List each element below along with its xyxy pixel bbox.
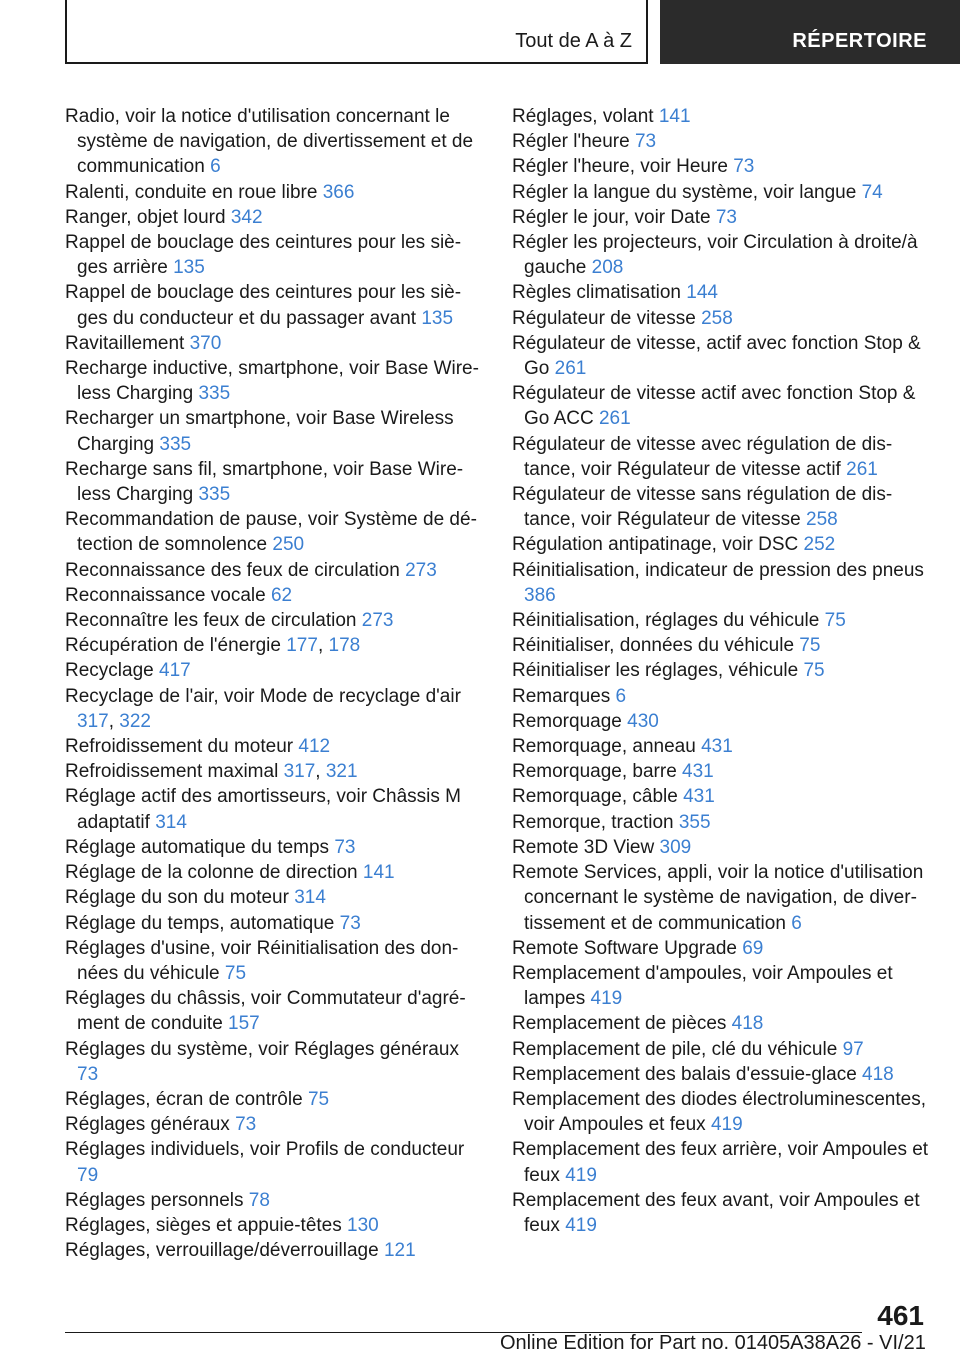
index-entry <box>512 129 932 154</box>
index-entry <box>65 1213 485 1238</box>
index-entry-text: Régler les projecteurs, voir Circulation à droite/à gauche <box>512 232 918 279</box>
index-entry <box>65 180 485 205</box>
index-entry-text: Remorquage, barre <box>512 761 677 783</box>
index-entry <box>65 1037 485 1087</box>
index-entry-text: Remplacement des feux arrière, voir Ampoules et feux <box>512 1139 929 1186</box>
index-entry <box>65 280 485 330</box>
page-link[interactable]: 419 <box>710 1114 743 1136</box>
index-entry <box>65 457 485 507</box>
index-entry-text: Ravitaillement <box>65 332 185 354</box>
index-entry-text: Réglages d'usine, voir Réinitialisation des données du véhicule <box>65 937 459 984</box>
index-entry-text: Remplacement des diodes électroluminescentes, voir Ampoules et feux <box>512 1088 926 1136</box>
index-entry <box>65 784 485 834</box>
page-link[interactable]: 78 <box>248 1189 270 1211</box>
index-entry <box>512 381 932 431</box>
index-entry-text: Radio, voir la notice d'utilisation concernant le système de navigation, de divertissement et de communication <box>65 106 474 178</box>
index-entry <box>512 936 932 961</box>
index-entry-text: Recharge inductive, smartphone, voir Base Wireless Charging <box>65 358 479 405</box>
index-entry <box>65 558 485 583</box>
chapter-tab[interactable] <box>660 0 960 64</box>
index-entry <box>512 658 932 683</box>
index-entry-text: Réglages du système, voir Réglages généraux <box>65 1038 459 1060</box>
index-entry-text: Régulation antipatinage, voir DSC <box>512 534 799 556</box>
page-link[interactable]: 130 <box>347 1214 379 1236</box>
index-entry <box>65 230 485 280</box>
index-entry-text: Réinitialisation, indicateur de pression des pneus <box>512 559 924 581</box>
page-link[interactable]: 355 <box>678 811 711 833</box>
index-entry-text: Remplacement de pièces <box>512 1013 727 1035</box>
index-entry <box>512 633 932 658</box>
index-entry <box>512 230 932 280</box>
index-entry <box>512 154 932 179</box>
index-column-right <box>512 104 932 1238</box>
index-entry-text: Réglages, verrouillage/déverrouillage <box>65 1240 379 1262</box>
index-entry <box>65 1188 485 1213</box>
page-link[interactable]: 79 <box>77 1164 99 1186</box>
page-link[interactable]: 258 <box>701 307 733 329</box>
page-link[interactable]: 73 <box>733 156 755 178</box>
index-entry <box>512 104 932 129</box>
page-link[interactable]: 417 <box>159 660 191 682</box>
index-entry-text: Recharge sans fil, smartphone, voir Base Wireless Charging <box>65 458 464 506</box>
index-entry-text: Remote Services, appli, voir la notice d'utilisation concernant le système de navigation, de divertissement et de communication <box>512 862 924 934</box>
page-link[interactable]: 73 <box>339 912 361 934</box>
page-link[interactable]: 62 <box>270 584 293 606</box>
index-entry <box>65 104 485 180</box>
page-link[interactable]: 431 <box>683 786 715 808</box>
index-entry <box>65 860 485 885</box>
index-entry-text: Réglages, volant <box>512 106 654 127</box>
index-entry-text: Remorquage, anneau <box>512 736 696 758</box>
page-link[interactable]: 317 <box>77 710 109 732</box>
page-link[interactable]: 261 <box>554 358 587 380</box>
page-link[interactable]: 69 <box>742 937 764 959</box>
page-link[interactable]: 419 <box>565 1214 597 1236</box>
page-link[interactable]: 178 <box>328 635 361 657</box>
page-link[interactable]: 75 <box>824 610 846 632</box>
index-entry <box>512 432 932 482</box>
page-link[interactable]: 73 <box>235 1114 257 1136</box>
index-entry <box>512 835 932 860</box>
index-entry <box>512 709 932 734</box>
page-link[interactable]: 73 <box>634 131 657 153</box>
index-entry-text: Réinitialiser, données du véhicule <box>512 635 795 657</box>
index-entry <box>65 835 485 860</box>
page-link[interactable]: 75 <box>803 660 825 682</box>
section-tab[interactable] <box>65 0 648 64</box>
index-entry: Recyclage de l'air, voir Mode de recyclage d'air 317, 322 <box>65 685 461 732</box>
index-entry <box>512 280 932 305</box>
index-entry-text: Réglages, sièges et appuie-têtes <box>65 1214 342 1236</box>
page-link[interactable]: 208 <box>591 257 624 279</box>
page-link[interactable]: 431 <box>701 736 733 758</box>
index-entry <box>512 1062 932 1087</box>
page-link[interactable]: 335 <box>198 484 231 506</box>
index-entry-text: Recyclage <box>65 660 154 682</box>
page-link[interactable]: 370 <box>189 332 222 354</box>
index-entry-text: Réglage automatique du temps <box>65 836 330 858</box>
index-entry <box>512 306 932 331</box>
index-entry <box>512 180 932 205</box>
index-entry-text: Remplacement des balais d'essuie-glace <box>512 1063 857 1085</box>
index-entry <box>512 482 932 532</box>
index-entry <box>65 734 485 759</box>
page-link[interactable]: 74 <box>861 181 883 203</box>
index-entry-text: Réglage du temps, automatique <box>65 912 335 934</box>
index-entry-text: Régulateur de vitesse sans régulation de distance, voir Régulateur de vitesse <box>512 484 893 531</box>
page-link[interactable]: 250 <box>272 534 305 556</box>
page-link[interactable]: 258 <box>806 509 838 531</box>
page-link[interactable]: 144 <box>686 282 718 304</box>
index-entry-text: Récupération de l'énergie <box>65 635 281 657</box>
index-entry <box>65 205 485 230</box>
index-entry-text: Rappel de bouclage des ceintures pour les sièges du conducteur et du passager avant <box>65 282 462 329</box>
index-entry <box>512 532 932 557</box>
page-link[interactable]: 317 <box>283 761 316 783</box>
page-link[interactable]: 430 <box>627 710 659 732</box>
index-entry <box>65 936 485 986</box>
index-entry-text: Reconnaissance des feux de circulation <box>65 559 400 581</box>
page-link[interactable]: 418 <box>731 1013 764 1035</box>
page-link[interactable]: 252 <box>803 534 836 556</box>
index-entry-text: Régulateur de vitesse actif avec fonction Stop & Go ACC <box>512 383 916 430</box>
index-entry-text: Recyclage de l'air, voir Mode de recyclage d'air <box>65 685 461 707</box>
index-entry-text: Régler la langue du système, voir langue <box>512 181 857 203</box>
index-entry <box>65 406 485 456</box>
page-link[interactable]: 273 <box>361 610 394 632</box>
page-link[interactable]: 412 <box>298 736 331 758</box>
page-link[interactable]: 73 <box>334 836 356 858</box>
page-link[interactable]: 6 <box>615 685 627 707</box>
page-link[interactable]: 157 <box>228 1013 260 1035</box>
index-entry <box>512 860 932 936</box>
page-link[interactable]: 322 <box>119 710 151 732</box>
page-link[interactable]: 135 <box>173 257 205 279</box>
page-number: 461 <box>877 1300 924 1331</box>
index-entry <box>512 810 932 835</box>
index-entry <box>512 331 932 381</box>
index-entry <box>512 759 932 784</box>
page-link[interactable]: 6 <box>791 912 802 934</box>
index-entry <box>65 583 485 608</box>
index-entry-text: Remplacement de pile, clé du véhicule <box>512 1038 838 1060</box>
index-entry-text: Réglage du son du moteur <box>65 887 289 909</box>
index-entry-text: Rappel de bouclage des ceintures pour les sièges arrière <box>65 232 462 279</box>
index-entry-text: Recommandation de pause, voir Système de détection de somnolence <box>65 509 477 556</box>
index-entry <box>512 961 932 1011</box>
index-entry-text: Régulateur de vitesse avec régulation de distance, voir Régulateur de vitesse actif <box>512 433 893 480</box>
index-entry-text: Réglages, écran de contrôle <box>65 1088 303 1110</box>
index-entry <box>65 658 485 683</box>
index-entry-text: Régler l'heure <box>512 131 630 153</box>
page-link[interactable]: 418 <box>862 1063 894 1085</box>
index-entry-text: Reconnaissance vocale <box>65 584 266 606</box>
page-link[interactable]: 141 <box>658 106 691 127</box>
page-link[interactable]: 75 <box>799 635 821 657</box>
index-entry <box>512 784 932 809</box>
index-entry-text: Réglages personnels <box>65 1189 244 1211</box>
index-entry: Récupération de l'énergie 177, 178 <box>65 635 361 657</box>
index-entry-text: Remplacement des feux avant, voir Ampoules et feux <box>512 1189 920 1236</box>
index-entry <box>512 1188 932 1238</box>
page-link[interactable]: 141 <box>362 862 395 884</box>
page-link[interactable]: 73 <box>715 206 737 228</box>
index-entry <box>65 608 485 633</box>
index-entry-text: Réinitialisation, réglages du véhicule <box>512 610 820 632</box>
index-entry-text: Régler le jour, voir Date <box>512 206 711 228</box>
index-entry <box>512 608 932 633</box>
page-link[interactable]: 6 <box>210 156 221 178</box>
index-entry-text: Remorquage <box>512 710 622 732</box>
index-entry-text: Régulateur de vitesse, actif avec fonction Stop & Go <box>512 332 921 380</box>
index-entry-text: Reconnaître les feux de circulation <box>65 610 357 632</box>
index-entry-text: Réglages individuels, voir Profils de conducteur <box>65 1139 465 1161</box>
page-link[interactable]: 273 <box>405 559 437 581</box>
index-entry-text: Recharger un smartphone, voir Base Wireless Charging <box>65 408 454 455</box>
index-entry-text: Remorquage, câble <box>512 786 678 808</box>
index-entry <box>65 986 485 1036</box>
page-link[interactable]: 366 <box>322 181 355 203</box>
page-link[interactable]: 121 <box>383 1240 416 1262</box>
index-entry-text: Régler l'heure, voir Heure <box>512 156 728 178</box>
index-entry: Refroidissement maximal 317, 321 <box>65 761 358 783</box>
page-link[interactable]: 177 <box>286 635 318 657</box>
index-entry-text: Remplacement d'ampoules, voir Ampoules et lampes <box>512 962 893 1010</box>
page-link[interactable]: 386 <box>524 584 556 606</box>
index-entry-text: Réglages du châssis, voir Commutateur d'agrément de conduite <box>65 988 466 1035</box>
index-entry <box>65 1238 485 1263</box>
index-column-left <box>65 104 485 1263</box>
page-link[interactable]: 261 <box>598 408 631 430</box>
page-link[interactable]: 314 <box>155 811 187 833</box>
index-entry <box>512 1011 932 1036</box>
index-entry <box>65 885 485 910</box>
index-entry-text: Remarques <box>512 685 611 707</box>
page-link[interactable]: 431 <box>682 761 714 783</box>
page-link[interactable]: 135 <box>421 307 454 329</box>
index-entry <box>512 684 932 709</box>
page-link[interactable]: 309 <box>659 836 692 858</box>
footer-edition: Online Edition for Part no. 01405A38A26 - VI/21 <box>500 1332 926 1354</box>
index-entry <box>65 331 485 356</box>
index-entry-text: Remote Software Upgrade <box>512 937 737 959</box>
index-entry <box>512 1037 932 1062</box>
page-link[interactable]: 314 <box>294 887 326 909</box>
page-link[interactable]: 419 <box>590 988 623 1010</box>
page-link[interactable]: 419 <box>565 1164 597 1186</box>
page-link[interactable]: 75 <box>224 962 247 984</box>
index-entry <box>512 205 932 230</box>
index-entry <box>512 558 932 608</box>
index-entry-text: Régulateur de vitesse <box>512 307 696 329</box>
index-entry <box>65 356 485 406</box>
page-link[interactable]: 97 <box>842 1038 864 1060</box>
page-link[interactable]: 73 <box>77 1063 99 1085</box>
page-link[interactable]: 321 <box>325 761 358 783</box>
index-entry-text: Réglage de la colonne de direction <box>65 862 358 884</box>
index-entry-text: Ranger, objet lourd <box>65 206 226 228</box>
index-entry-text: Remote 3D View <box>512 836 655 858</box>
index-entry <box>512 734 932 759</box>
page-link[interactable]: 342 <box>230 206 263 228</box>
page-link[interactable]: 335 <box>198 383 231 405</box>
index-entry <box>512 1087 932 1137</box>
index-entry <box>65 1137 485 1187</box>
page-link[interactable]: 261 <box>846 458 878 480</box>
index-entry <box>65 1087 485 1112</box>
index-entry <box>65 1112 485 1137</box>
index-entry <box>65 911 485 936</box>
index-entry <box>65 507 485 557</box>
page-link[interactable]: 335 <box>159 433 192 455</box>
index-entry-text: Ralenti, conduite en roue libre <box>65 181 318 203</box>
index-entry-text: Refroidissement maximal <box>65 761 279 783</box>
index-entry-text: Réglages généraux <box>65 1114 230 1136</box>
index-entry-text: Réglage actif des amortisseurs, voir Châssis M adaptatif <box>65 786 461 833</box>
page-link[interactable]: 75 <box>307 1088 330 1110</box>
index-entry-text: Règles climatisation <box>512 282 681 304</box>
index-entry <box>512 1137 932 1187</box>
index-entry-text: Remorque, traction <box>512 811 674 833</box>
index-entry-text: Réinitialiser les réglages, véhicule <box>512 660 799 682</box>
index-entry-text: Refroidissement du moteur <box>65 736 294 758</box>
section-title: Tout de A à Z <box>515 30 632 52</box>
chapter-title: RÉPERTOIRE <box>792 30 927 52</box>
